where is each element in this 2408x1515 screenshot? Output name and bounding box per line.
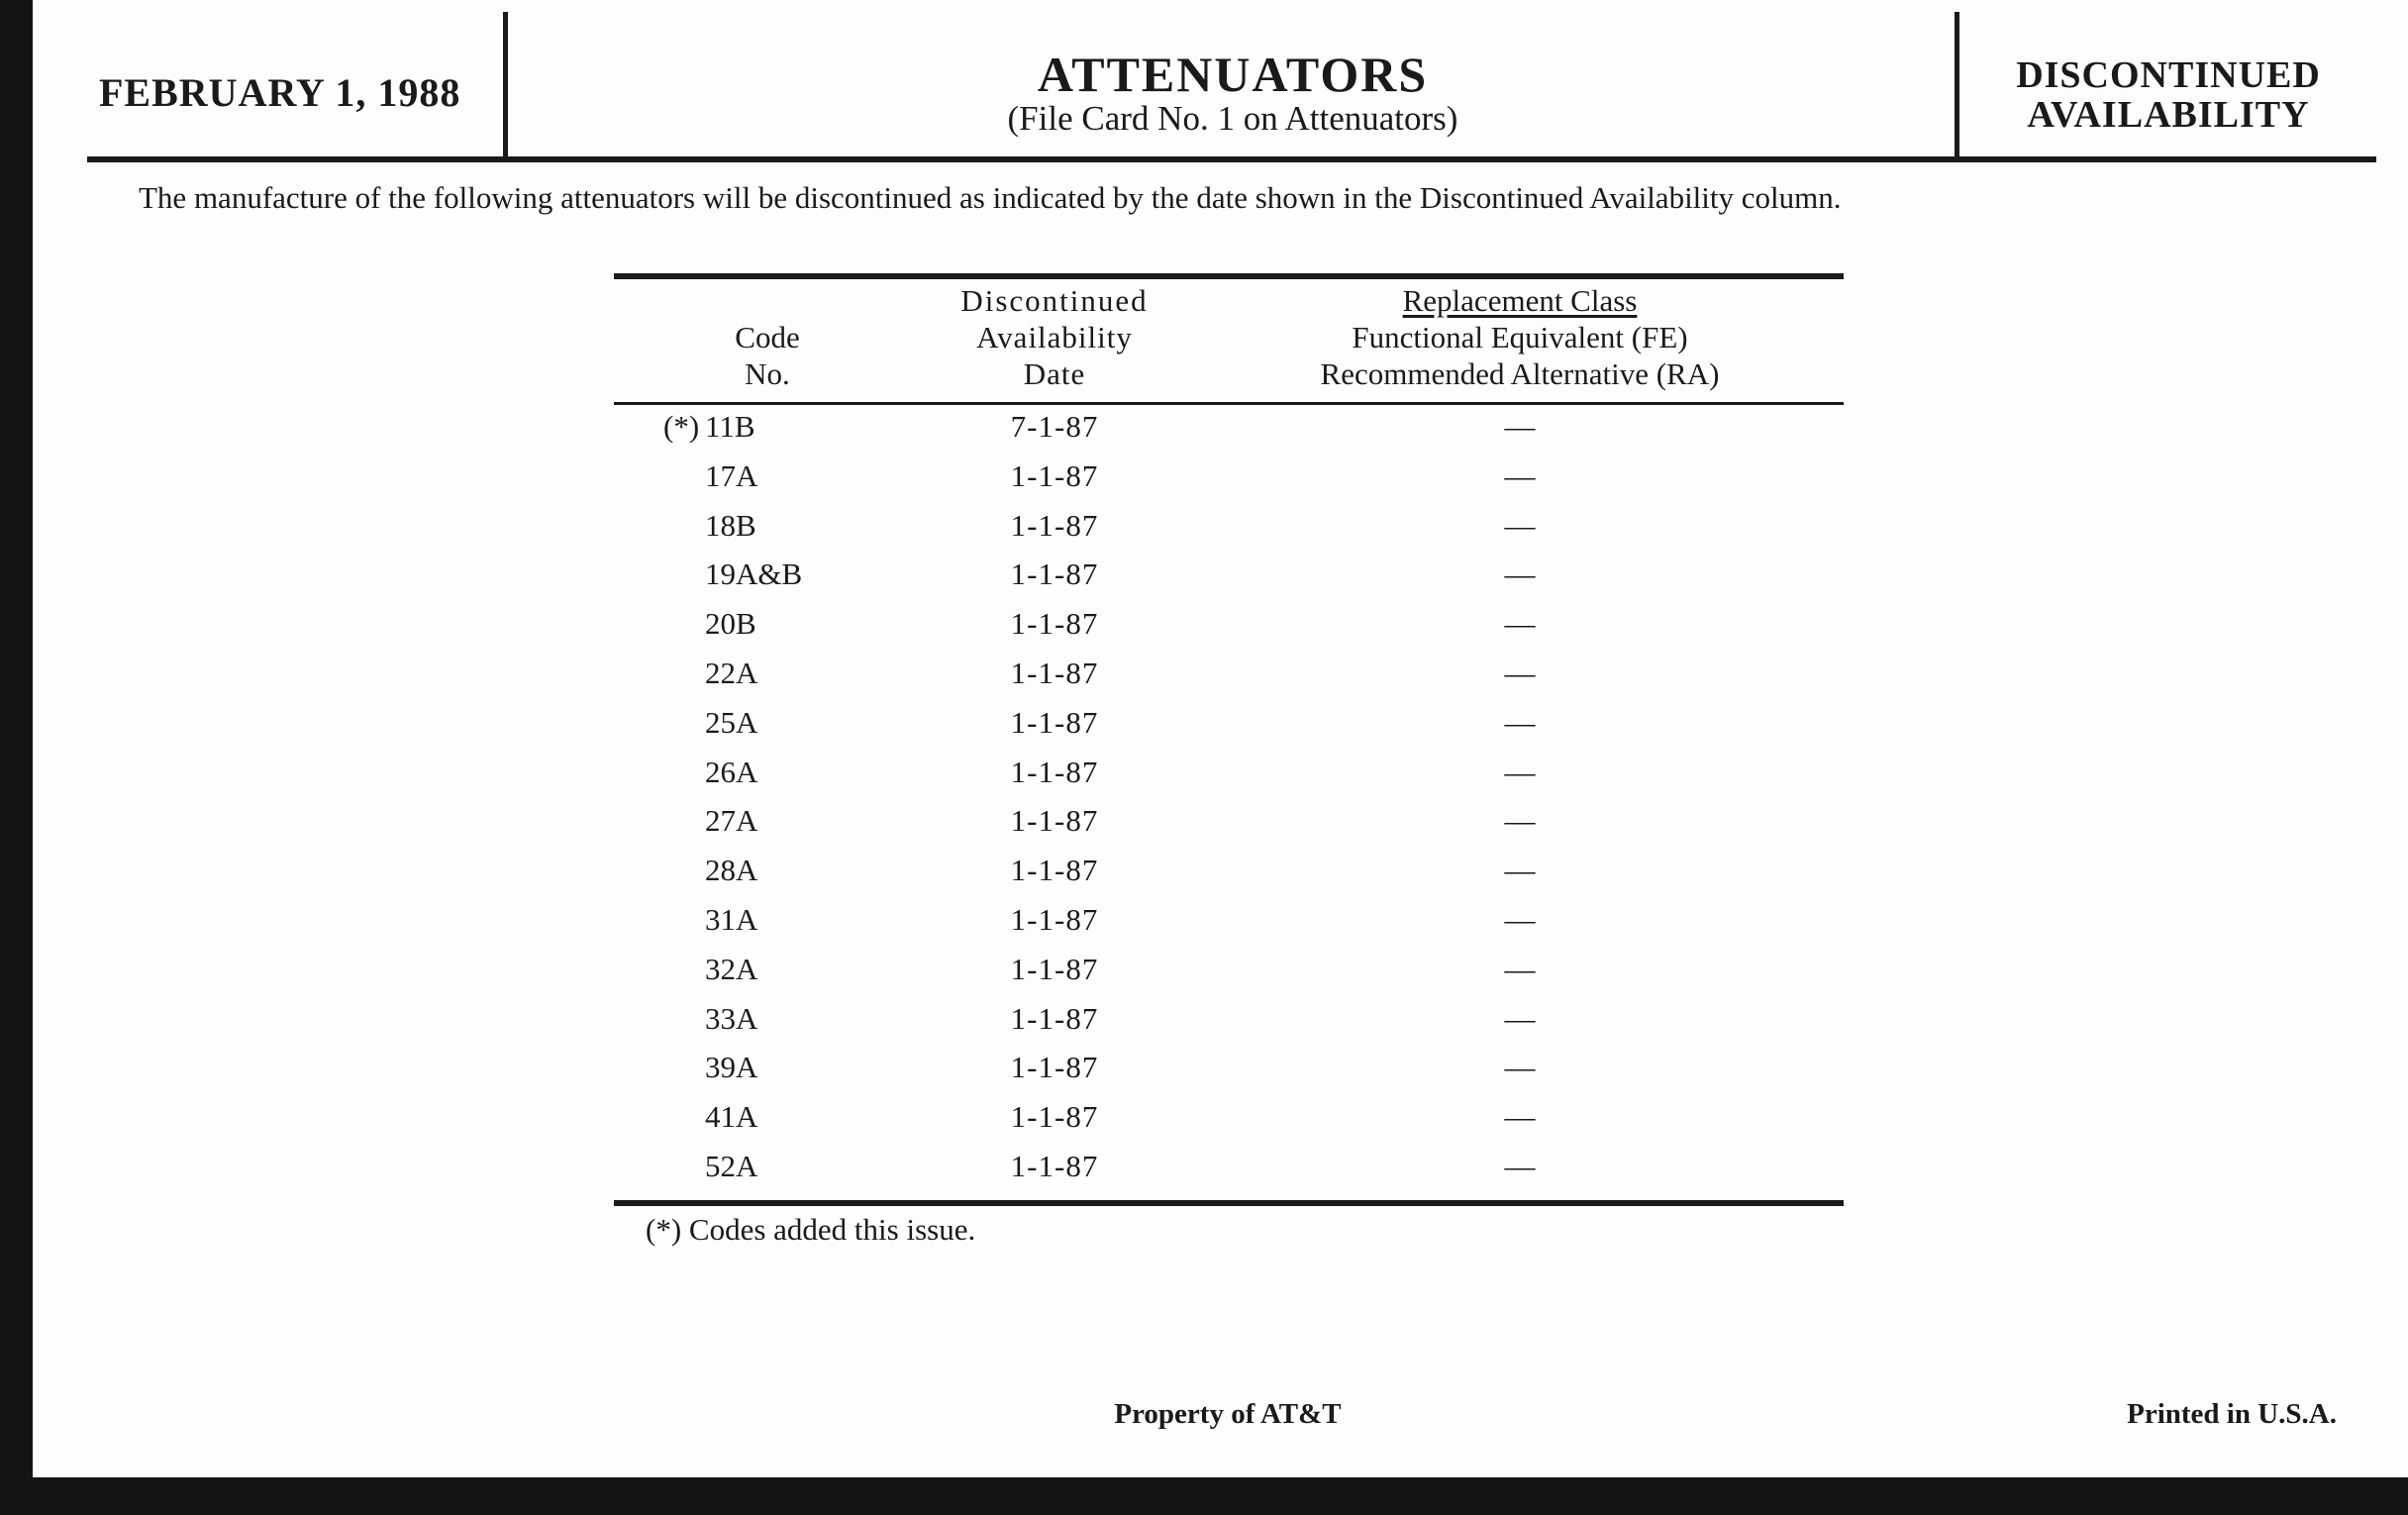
header-repl-line2: Functional Equivalent (FE)	[1352, 320, 1688, 354]
row-code: 31A	[705, 901, 758, 937]
header-repl-line1: Replacement Class	[1402, 283, 1638, 318]
table-row	[614, 997, 1844, 1047]
table-rule-bottom	[614, 1200, 1844, 1206]
header-date-line1: Discontinued	[960, 283, 1149, 318]
row-date: 1-1-87	[1010, 507, 1099, 543]
intro-text: The manufacture of the following attenuators will be discontinued as indicated by the date shown in the Discontinued Availability column.	[139, 180, 1842, 215]
footer-property: Property of AT&T	[1114, 1398, 1342, 1430]
header-divider-right	[1955, 12, 1959, 160]
row-code: 20B	[705, 606, 756, 642]
status-heading	[1965, 55, 2371, 135]
table-rule-top	[614, 273, 1844, 279]
row-code: 17A	[705, 457, 758, 493]
scan-edge-left	[0, 0, 33, 1515]
page-subtitle: (File Card No. 1 on Attenuators)	[1007, 99, 1458, 138]
row-date: 1-1-87	[1010, 1050, 1099, 1085]
row-replacement: —	[1504, 1148, 1536, 1183]
row-date: 1-1-87	[1010, 951, 1099, 986]
header-date-column	[891, 282, 1218, 392]
table-row	[614, 1095, 1844, 1145]
row-date: 1-1-87	[1010, 901, 1099, 937]
header-code-line1: Code	[735, 320, 800, 354]
row-replacement: —	[1504, 606, 1536, 642]
table-row	[614, 405, 1844, 454]
header-code-line2: No.	[745, 356, 790, 391]
row-date: 1-1-87	[1010, 457, 1099, 493]
table-row	[614, 751, 1844, 800]
row-replacement: —	[1504, 951, 1536, 986]
header-code	[653, 319, 881, 392]
table-row	[614, 652, 1844, 701]
header-repl-line3: Recommended Alternative (RA)	[1320, 356, 1720, 391]
row-date: 1-1-87	[1010, 606, 1099, 642]
row-date: 1-1-87	[1010, 754, 1099, 789]
row-replacement: —	[1504, 1050, 1536, 1085]
row-date: 1-1-87	[1010, 803, 1099, 839]
row-code: 18B	[705, 507, 756, 543]
row-replacement: —	[1504, 803, 1536, 839]
row-replacement: —	[1504, 409, 1536, 444]
table-row	[614, 454, 1844, 504]
table-row	[614, 602, 1844, 652]
status-line-1: DISCONTINUED	[2016, 54, 2321, 96]
row-code: 22A	[705, 655, 758, 690]
table-footnote: (*) Codes added this issue.	[646, 1212, 976, 1247]
row-code: 25A	[705, 704, 758, 740]
header-replacement	[1233, 282, 1807, 392]
row-code: 52A	[705, 1148, 758, 1183]
row-code: 39A	[705, 1050, 758, 1085]
table-row	[614, 553, 1844, 602]
table-row	[614, 1145, 1844, 1194]
row-replacement: —	[1504, 1099, 1536, 1135]
row-replacement: —	[1504, 556, 1536, 592]
header-date-line2: Availability	[976, 320, 1133, 354]
table-row	[614, 504, 1844, 554]
row-date: 1-1-87	[1010, 704, 1099, 740]
row-code: 33A	[705, 1000, 758, 1036]
footer-printed: Printed in U.S.A.	[2127, 1398, 2337, 1430]
table-row	[614, 849, 1844, 898]
row-mark: (*)	[663, 409, 700, 444]
row-replacement: —	[1504, 1000, 1536, 1036]
row-code: 41A	[705, 1099, 758, 1135]
row-date: 1-1-87	[1010, 1148, 1099, 1183]
table-row	[614, 1046, 1844, 1095]
row-code: 28A	[705, 853, 758, 888]
row-date: 1-1-87	[1010, 655, 1099, 690]
row-code: 26A	[705, 754, 758, 789]
header-date-line3: Date	[1023, 356, 1086, 391]
row-replacement: —	[1504, 754, 1536, 789]
row-code: 11B	[705, 409, 755, 444]
row-replacement: —	[1504, 457, 1536, 493]
scan-edge-bottom	[0, 1477, 2408, 1515]
header-date: FEBRUARY 1, 1988	[99, 70, 461, 115]
row-replacement: —	[1504, 655, 1536, 690]
table-body	[614, 405, 1844, 1194]
table-row	[614, 701, 1844, 751]
table-row	[614, 948, 1844, 997]
row-replacement: —	[1504, 901, 1536, 937]
row-code: 19A&B	[705, 556, 803, 592]
row-replacement: —	[1504, 853, 1536, 888]
row-code: 32A	[705, 951, 758, 986]
table-row	[614, 799, 1844, 849]
row-date: 1-1-87	[1010, 1099, 1099, 1135]
table-row	[614, 898, 1844, 948]
row-date: 1-1-87	[1010, 556, 1099, 592]
row-replacement: —	[1504, 507, 1536, 543]
header-divider-left	[503, 12, 508, 160]
row-date: 7-1-87	[1010, 409, 1099, 444]
row-date: 1-1-87	[1010, 1000, 1099, 1036]
row-code: 27A	[705, 803, 758, 839]
page-title: ATTENUATORS	[1037, 47, 1429, 102]
status-line-2: AVAILABILITY	[2027, 94, 2310, 136]
row-date: 1-1-87	[1010, 853, 1099, 888]
row-replacement: —	[1504, 704, 1536, 740]
header-rule	[87, 156, 2376, 162]
